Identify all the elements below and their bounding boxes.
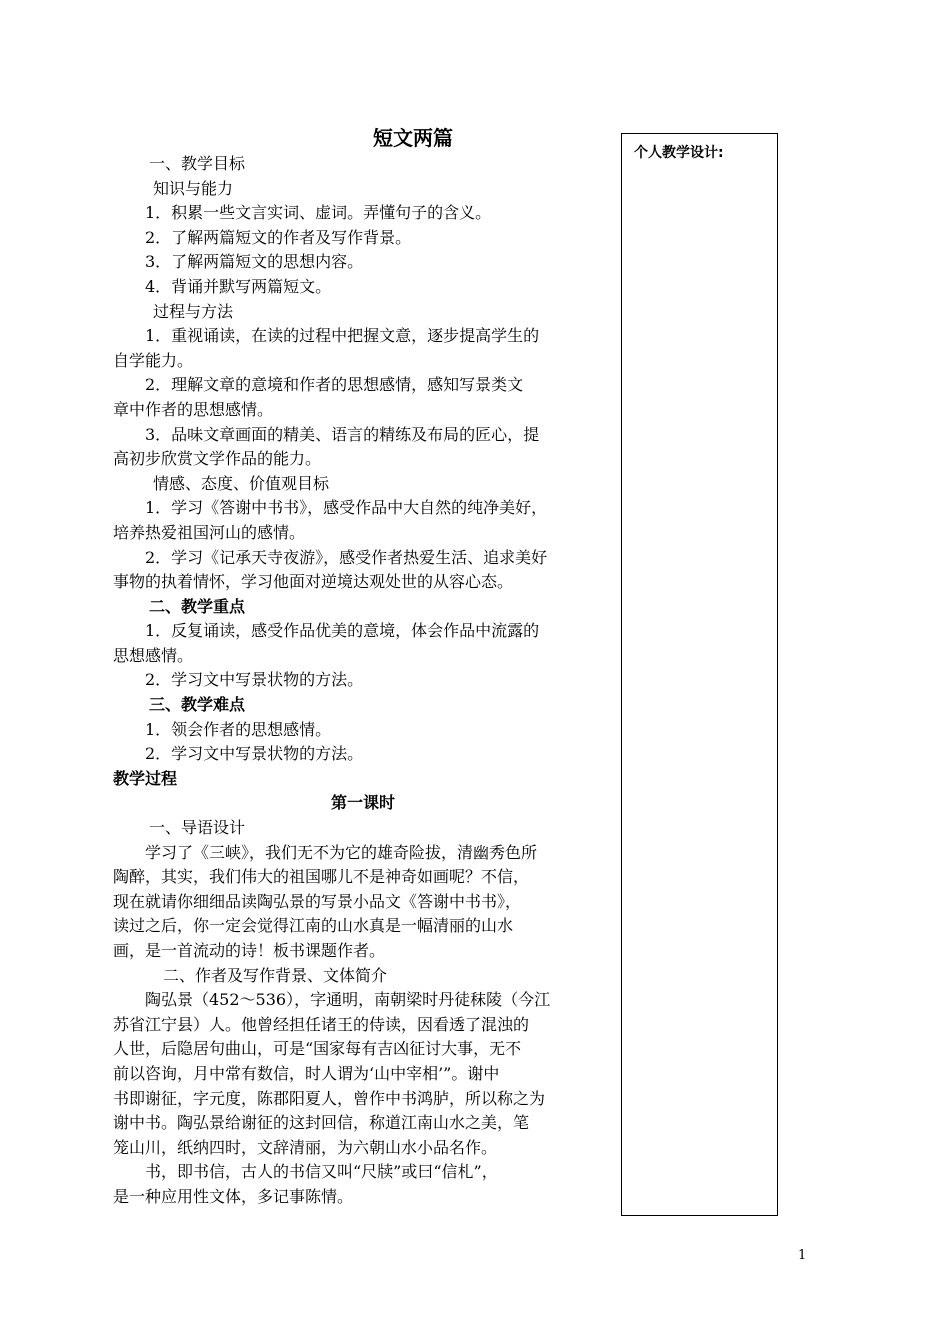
text-line: 一、教学目标 [149,154,246,173]
text-line: 培养热爱祖国河山的感情。 [113,522,306,542]
text-line: 陶弘景（452～536），字通明，南朝梁时丹徒秣陵（今江 [145,990,551,1010]
text-line: 陶醉，其实，我们伟大的祖国哪儿不是神奇如画呢？不信， [113,867,530,887]
text-line: 书，即书信，古人的书信又叫“尺牍”或曰“信札”， [145,1162,498,1182]
text-line: 学习了《三峡》，我们无不为它的雄奇险拔，清幽秀色所 [145,842,538,862]
text-line: 2．学习《记承天寺夜游》，感受作者热爱生活、追求美好 [145,547,548,567]
text-line: 自学能力。 [113,350,194,370]
text-line: 画，是一首流动的诗！板书课题作者。 [113,941,386,960]
text-line: 1．重视诵读，在读的过程中把握文意，逐步提高学生的 [145,326,540,346]
text-line: 读过之后，你一定会觉得江南的山水真是一幅清丽的山水 [113,916,514,936]
main-text-column [113,127,613,1210]
text-line: 知识与能力 [153,178,234,198]
text-line: 2．了解两篇短文的作者及写作背景。 [145,227,412,247]
text-line: 第一课时 [330,793,395,813]
text-line: 过程与方法 [153,301,234,321]
text-line: 2．学习文中写景状物的方法。 [145,744,364,764]
text-line: 前以咨询，月中常有数信，时人谓为‘山中宰相’”。谢中 [113,1063,500,1083]
text-line: 人世，后隐居句曲山，可是“国家每有吉凶征讨大事，无不 [113,1039,522,1059]
text-line: 章中作者的思想感情。 [113,399,274,419]
text-line: 4．背诵并默写两篇短文。 [145,276,332,296]
text-line: 1．反复诵读，感受作品优美的意境，体会作品中流露的 [145,621,540,641]
text-line: 书即谢征，字元度，陈郡阳夏人，曾作中书鸿胪，所以称之为 [113,1088,546,1108]
text-line: 二、教学重点 [149,596,246,616]
text-line: 情感、态度、价值观目标 [153,473,330,493]
text-line: 事物的执着情怀，学习他面对逆境达观处世的从容心态。 [113,572,514,592]
body-text [113,152,613,1210]
text-line: 苏省江宁县）人。他曾经担任诸王的侍读，因看透了混浊的 [113,1014,530,1034]
text-line: 1．领会作者的思想感情。 [145,719,332,739]
text-line: 三、教学难点 [149,695,246,715]
text-line: 谢中书。陶弘景给谢征的这封回信，称道江南山水之美，笔 [113,1113,530,1133]
page-number: 1 [798,1248,807,1263]
text-line: 3．了解两篇短文的思想内容。 [145,252,364,272]
text-line: 高初步欣赏文学作品的能力。 [113,449,322,469]
text-line: 1．学习《答谢中书书》，感受作品中大自然的纯净美好， [145,498,548,518]
text-line: 2．学习文中写景状物的方法。 [145,670,364,690]
document-title: 短文两篇 [373,126,453,150]
text-line: 是一种应用性文体，多记事陈情。 [113,1186,354,1206]
text-line: 一、导语设计 [149,818,246,838]
personal-design-box [621,133,778,1216]
text-line: 2．理解文章的意境和作者的思想感情，感知写景类文 [145,375,524,395]
text-line: 笼山川，纸纳四时，文辞清丽，为六朝山水小品名作。 [113,1137,498,1157]
personal-design-label: 个人教学设计: [634,145,724,161]
text-line: 1．积累一些文言实词、虚词。弄懂句子的含义。 [145,203,492,223]
text-line: 3．品味文章画面的精美、语言的精练及布局的匠心，提 [145,424,540,444]
text-line: 教学过程 [113,768,178,788]
text-line: 思想感情。 [113,645,194,665]
text-line: 二、作者及写作背景、文体简介 [163,965,388,985]
text-line: 现在就请你细细品读陶弘景的写景小品文《答谢中书书》， [113,891,522,911]
